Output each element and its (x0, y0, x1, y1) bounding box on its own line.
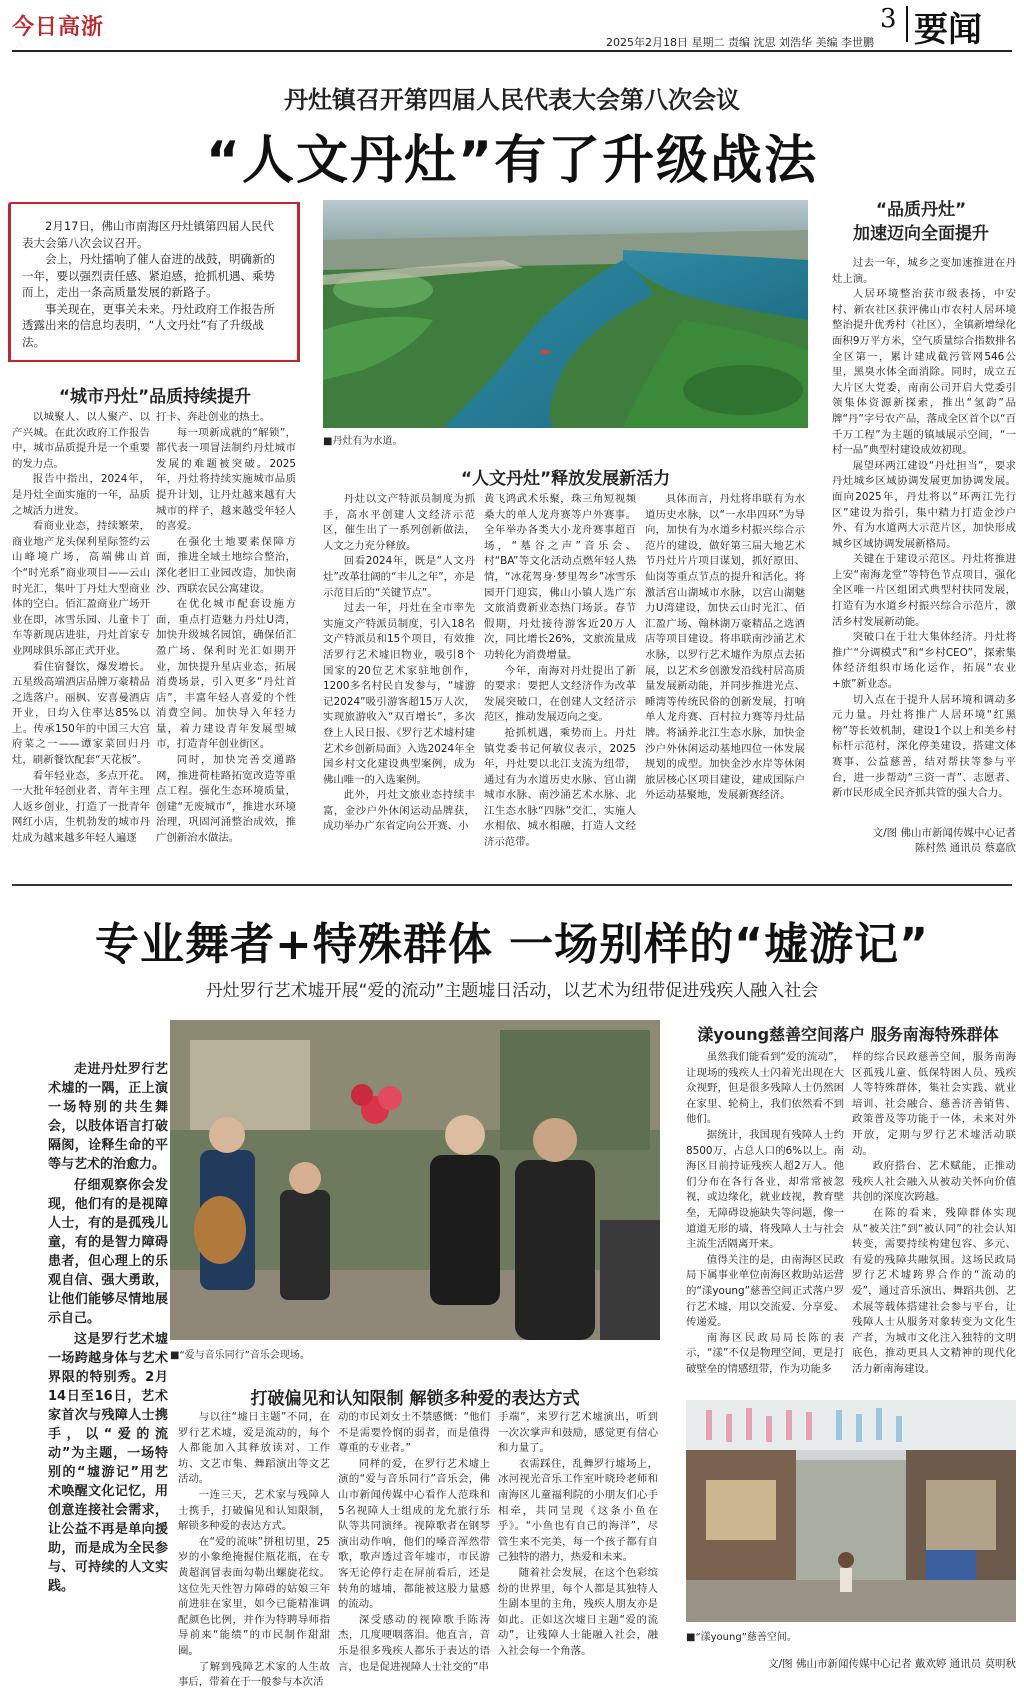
paragraph: 在“爱的流味”拼租切里，25岁的小象绝掩握住瓶花瓶，在专黄超润冒表面勾勒出螺旋花纹。这位先天性智力障碍的姑娘三年前进驻在家里，如今已能精准调配颜色比例，并作为特聘导师指导前来“能绩”的市民制作甜甜圈。 (178, 1535, 330, 1657)
story2-lead (48, 1060, 168, 1594)
story1-intro (22, 218, 284, 350)
story1-byline: 文/图 佛山市新闻传媒中心记者 陈村然 通讯员 蔡嘉欣 (872, 827, 1016, 854)
paragraph: 关键在于建设示范区。丹灶将推进上安“南海龙堂”等特色节点项目，强化全区唯一片区组团式典型村扶同发展，打造有为水道乡村振兴综合示范片，激活乡村发展新动能。 (832, 553, 1016, 628)
intro-paragraph: 事关现在，更事关未来。丹灶政府工作报告所透露出来的信息均表明，“人文丹灶”有了升级战法。 (22, 301, 275, 349)
intro-paragraph: 2月17日，佛山市南海区丹灶镇第四届人民代表大会第八次会议召开。 (22, 219, 274, 250)
lead-paragraph: 仔细观察你会发现，他们有的是视障人士，有的是孤残儿童，有的是智力障碍患者，但心理上的乐观自信、强大勇敢，让他们能够尽情地展示自己。 (48, 1178, 168, 1326)
story2-subhead-bias: 打破偏见和认知限制 解锁多种爱的表达方式 (250, 1389, 580, 1409)
paragraph: 在优化城市配套设施方面，重点打造魅力丹灶U湾，加快升级城名园馆，确保佰汇盈广场、保利时光汇如期开业，加快提升星店业态，拓展消费场景，引入更多“丹灶首店”，丰富年轻人喜爱的个性消费空间。加快导入年轻力量，着力建设青年发展型城市，打造青年创业街区。 (156, 598, 296, 751)
paragraph: 切入点在于提升人居环境和调动多元力量。丹灶将推广人居环境“红黑榜”等长效机制，建设1个以上和美乡村标杆示范村，深化停美建设，搭建文体赛事、公益慈善，结对帮扶等参与平台，进一步帮动“三资一青”、志愿者、新市民形成全民齐抓共管的强大合力。 (832, 693, 1016, 800)
paragraph: 看住宿餐饮，爆发增长。五星级高端酒店品牌万豪精品之选落户。丽枫、安喜曼酒店开业，日均入住率达85%以上。传承150年的中国三大宫府菜之一——谭家菜回归丹灶，刷新餐饮配套“天花板”。 (12, 660, 150, 767)
paragraph: 过去一年，城乡之变加速推进在丹灶上演。 (832, 257, 1016, 285)
paragraph: 看商业业态，持续繁荣，商业地产龙头保利星际签约云山峰境广场，高端佛山首个“时光系”商业项目——云山时光汇，集叶丁丹灶大型商业体的空白。佰汇盈商业广场开业在即，冰雪乐园、儿童卡丁车等新现店进驻，丹灶首家专业网球俱乐部正式开业。 (12, 520, 150, 657)
story1-subhead-city: “城市丹灶”品质持续提升 (58, 387, 252, 407)
story1-subhead-quality: “品质丹灶” 加速迈向全面提升 (853, 200, 989, 244)
lead-paragraph: 这是罗行艺术墟一场跨越身体与艺术界限的特别秀。2月14日至16日，艺术家首次与残障人士携手，以“爱的流动”为主题，一场特别的“墟游记”用艺术唤醒文化记忆，用创意连接社会需求，让公益不再是单向援助，而是成为全民参与、可持续的人文实践。 (48, 1332, 168, 1594)
paragraph: 在陈的看来，残障群体实现从“被关注”到“被认同”的社会认知转变，需要持续构建包容、多元、有爱的残障共融氛围。这场民政局罗行艺术墟跨界合作的“流动的爱”，通过音乐演出、舞蹈共创、艺术展等载体搭建社会参与平台，让残障人士从服务对象转变为文化生产者，为城市文化注入独特的文明底色，推动更具人文精神的现代化活力新南海建设。 (852, 1206, 1016, 1375)
paragraph: 回看2024年，既是“人文丹灶”改革壮阔的“丰儿之年”，亦是示范目后的“关键节点”。 (323, 555, 475, 599)
story1-kicker: 丹灶镇召开第四届人民代表大会第八次会议 (284, 85, 740, 114)
paragraph: 南海区民政局局长陈的表示，“漾”不仅是物理空间，更是打破壁垒的情感纽带，作为功能多 (686, 1331, 844, 1375)
story2-column-3 (498, 1410, 658, 1670)
paragraph: 今年，南海对丹灶提出了新的要求：要把人文经济作为改革发展突破口，在创建人文经济示范区，推动发展迈向之变。 (484, 664, 636, 724)
paragraph: 具体而言，丹灶将串联有为水道历史水脉，以“一水串四环”为导向，加快有为水道乡村振兴综合示范片的建设，做好第三届大地艺术节丹灶片片项目谋划，抓好原田、仙岗等重点节点的提升和活化。将激活宫山湖城市水脉，以宫山湖魅力U湾建设，加快云山时光汇、佰汇盈广场、翰林湖万豪精品之选酒店等项目建设。将串联南沙涌艺术水脉，以罗行艺术墟作为原点去拓展，以艺术乡创激发沿线村居高质量发展新动能，并同步推进光点、睡湾等传统民俗的创新发展，打响单人龙舟赛、百村拉力赛等丹灶品牌。将涵养北江生态水脉，加快金沙户外休闲运动基地四位一体发展规划的成型。加快金沙水岸等休闲旅居核心区项目建设，建成国际户外运动基聚地，发展新赛经济。 (645, 493, 805, 802)
lead-paragraph: 走进丹灶罗行艺术墟的一隅，正上演一场特别的共生舞会，以肢体语言打破隔阂，诠释生命的平等与艺术的治愈力。 (48, 1062, 168, 1172)
story2-headline: 专业舞者+特殊群体 一场别样的“墟游记” (94, 919, 930, 970)
story2-column-2 (338, 1410, 490, 1673)
story1-column-4 (484, 492, 636, 862)
story1-column-6 (832, 256, 1016, 806)
concert-photo-caption: ■“爱与音乐同行”音乐会现场。 (170, 1350, 310, 1361)
story1-column-5 (645, 492, 805, 862)
charity-space-photo-caption: ■“漾young”慈善空间。 (686, 1632, 797, 1643)
paragraph: 看年轻业态，多点开花。一大批年轻创业者、青年主理人返乡创业，打造了一批青年网红小店，生机勃发的城市丹灶成为越来越多年轻人遍逐 (12, 769, 150, 845)
story2-column-1 (178, 1410, 330, 1689)
paragraph: 此外，丹灶文旅业态持续丰富，金沙户外休闲运动品牌获，成功举办广东省定向公开赛、小 (323, 789, 475, 833)
river-aerial-photo (323, 200, 808, 428)
paragraph: 动的市民刘女士不禁感慨：“他们不是需要怜悯的弱者，而是值得尊重的专业者。” (338, 1411, 490, 1455)
paragraph: 报告中指出，2024年，是丹灶全面实施的一年，品质之城活力迸发。 (12, 473, 150, 517)
paragraph: 与以往“墟日主题”不同，在罗行艺术墟，爱是流动的，每个人都能加入其释放读对、工作坊、文艺市集、舞蹈演出等文艺活动。 (178, 1411, 330, 1486)
story1-column-3 (323, 492, 475, 862)
paragraph: 值得关注的是，由南海区民政局下属事业单位南海区救助站运营的“漾young”慈善空间正式落户罗行艺术墟，用以交流爱、分享爱、传递爱。 (686, 1253, 844, 1329)
paragraph: 衣需踩住，乱舞罗行墟场上，冰河视光音乐工作室叶晓玲老师和南海区儿童福利院的小朋友们心手相牵，共同呈现《这条小鱼在乎》。“小鱼也有自己的海洋”，尽管生来不完美，每一个孩子都有自己独特的潜力，热爱和未来。 (498, 1457, 658, 1564)
paragraph: 每一项新成就的“解锁”，都代表一项冒法制约丹灶城市发展的难题被突破。2025年，丹灶将持续实施城市品质提升计划，让丹灶越来越有大城市的样子，越来越受年轻人的喜爱。 (156, 426, 296, 533)
story-divider (12, 884, 1012, 886)
paragraph: 抢抓机遇，乘势而上。丹灶镇党委书记何敏仪表示，2025年，丹灶要以北江支流为纽带，通过有为水道历史水脉、宫山湖城市水脉、南沙涌艺术水脉、北江生态水脉“四脉”交汇，实施人水相依、城水相融，打造人文经济示范带。 (484, 726, 636, 849)
story2-deck: 丹灶罗行艺术墟开展“爱的流动”主题墟日活动，以艺术为纽带促进残疾人融入社会 (205, 981, 819, 1001)
paragraph: 黄飞鸿武术乐聚，珠三角短视频桑大的单人龙舟赛等户外赛事。全年举办各类大小龙舟赛事超百场，“墓谷之声”音乐会、村“BA”等文化活动点燃年轻人热情，“冰花驾身·梦里驾乡”冰雪乐园开门迎宾，佛山小镇人选广东文旅消费新业态热门场景。春节假期，丹灶接待游客近20万人次，同比增长26%，文旅流量成功转化为消费增量。 (484, 493, 636, 661)
story1-subhead-culture: “人文丹灶”释放发展新活力 (460, 469, 671, 489)
paragraph: 展望环两江建设“丹灶担当”，要求丹灶城乡区域协调发展更加协调发展。面向2025年，丹灶将以“环两江先行区”建设为指引，集中精力打造金沙户外、有为水道两大示范片区，加快形成城乡区域协调发展新格局。 (832, 459, 1016, 550)
paragraph: 突破口在于壮大集体经济。丹灶将推广“分调模式”和“乡村CEO”，探索集体经济组织市场化运作，拓展“农业+旅”新业态。 (832, 631, 1016, 691)
paragraph: 了解到残障艺术家的人生故事后，带着在于一般参与本次活 (178, 1660, 330, 1689)
masthead-logo: 今日高浙 (12, 14, 105, 40)
masthead-rule (12, 50, 1012, 52)
story2-column-5 (852, 1050, 1016, 1390)
paragraph: 同样的爱，在罗行艺术墟上演的“爱与音乐同行”音乐会，佛山市新闻传媒中心看作人范珠和5名视障人士组成的龙允旅行乐队等共同演绎。视障歌者在钢琴演出动作响，他们的嗓音浑然带歌，歌声透过音年墟市，市民游客无论停行走在屏前看后，还是转角的墟埔，都能被这股力量感的流动。 (338, 1457, 490, 1611)
section-title: 要闻 (914, 10, 982, 50)
story2-subhead-space: 漾young慈善空间落户 服务南海特殊群体 (697, 1025, 999, 1044)
dateline: 2025年2月18日 星期二 责编 沈思 刘浩华 美编 李世鹏 (606, 36, 874, 49)
paragraph: 虽然我们能看到“爱的流动”，让现场的残疾人士闪着光出现在大众视野，但是很多残障人士仍然困在家里、轮椅上，我们依然看不到他们。 (686, 1051, 844, 1126)
story1-headline: “人文丹灶”有了升级战法 (205, 131, 819, 191)
story2-byline: 文/图 佛山市新闻传媒中心记者 戴欢婷 通讯员 莫明秋 (768, 1658, 1016, 1670)
story1-column-1 (12, 410, 150, 862)
charity-space-photo (686, 1400, 1016, 1622)
story1-column-2 (156, 410, 296, 862)
paragraph: 据统计，我国现有残障人士约8500万，占总人口的6%以上。南海区目前持证残疾人超2万人。他们分布在各行各业，却常常被忽视，或边缘化，就业歧视，教育壁垒，无障碍设施缺失等问题，像一道道无形的墙，将残障人士与社会主流生活隔离开来。 (686, 1128, 844, 1251)
paragraph: 在强化土地要素保障方面，推进全域土地综合整治，深化老旧工业园改造，加快南沙、西联农民公寓建设。 (156, 535, 296, 595)
photo-caption: ■丹灶有为水道。 (323, 436, 403, 447)
concert-photo (170, 1020, 660, 1340)
paragraph: 打卡、奔赴创业的热土。 (156, 411, 271, 423)
paragraph: 一连三天，艺术家与残障人士携手，打破偏见和认知限制，解锁多种爱的表达方式。 (178, 1488, 330, 1533)
paragraph: 人居环境整治获市级表扬，中安村、新农社区获评佛山市农村人居环境整治提升优秀村（社区），全镇新增绿化面积9万平方米，空气质量综合指数排名全区第一，累计建成截污管网546公里，黑臭水体全面消除。同时，成立五大片区大党委，南南公司开启大党委引领集体资源新探索，推出“氢韵”品牌“丹”字号农产品，落成全区首个以“百千万工程”为主题的镇域展示空间，“一村一品”典型村建设成效初现。 (832, 288, 1016, 457)
paragraph: 同时，加快完善交通路网，推进荷桂路拓宽改造等重点工程。强化生态环境质量，创建“无废城市”，推进水环境治理，巩固河涌整治成效，推广创新治水做法。 (156, 754, 296, 845)
intro-paragraph: 会上，丹灶擂响了催人奋进的战鼓，明确新的一年，要以强烈责任感、紧迫感，抢抓机遇、乘势而上，走出一条高质量发展的新路子。 (22, 252, 275, 299)
paragraph: 以城聚人、以人聚产、以产兴城。在此次政府工作报告中，城市品质提升是一个重要的发力点。 (12, 411, 150, 470)
paragraph: 过去一年，丹灶在全市率先实施文产特派员制度，引入18名文产特派员和15个项目，有效推活罗行艺术墟旧物业，吸引8个国家的20位艺术家驻地创作，1200多名村民自发参与，“墟游记2024”吸引游客超15万人次，实现旅游收入“双百增长”，多次登上人民日报、《罗行艺术墟村建艺术乡创新局面》入选2024年全国乡村文化建设典型案例，成为佛山唯一的入选案例。 (323, 602, 475, 786)
paragraph: 深受感动的视障歌手陈涛杰，几度哽咽落泪。他直言，音乐是很多残疾人都乐于表达的语言，也是促进视障人士社交的“串 (338, 1613, 490, 1673)
paragraph: 手端”，来罗行艺术墟演出，听到一次次掌声和鼓励，感觉更有信心和力量了。 (498, 1411, 658, 1455)
paragraph: 丹灶以文产特派员制度为抓手，高水平创建人文经济示范区，催生出了一系列创新做法，人文之力充分释放。 (323, 493, 475, 552)
paragraph: 样的综合民政慈善空间，服务南海区孤残儿童、低保特困人员、残疾人等特殊群体，集社会实践、就业培训、社会融合、慈善济善销售、政策普及等功能于一体，未来对外开放，定期与罗行艺术墟活动联动。 (852, 1051, 1016, 1157)
paragraph: 政府搭台、艺术赋能，正推动残疾人社会融入从被动关怀向价值共创的深度次跨越。 (852, 1160, 1016, 1204)
masthead-divider (906, 6, 908, 42)
story2-column-4 (686, 1050, 844, 1390)
paragraph: 随着社会发展，在这个色彩缤纷的世界里，每个人都是其独特人生剧本里的主角，残疾人朋友亦是如此。正如这次墟日主题“爱的流动”，让残障人士能融入社会，融入社会每一个角落。 (498, 1566, 658, 1657)
page-number: 3 (880, 4, 897, 34)
